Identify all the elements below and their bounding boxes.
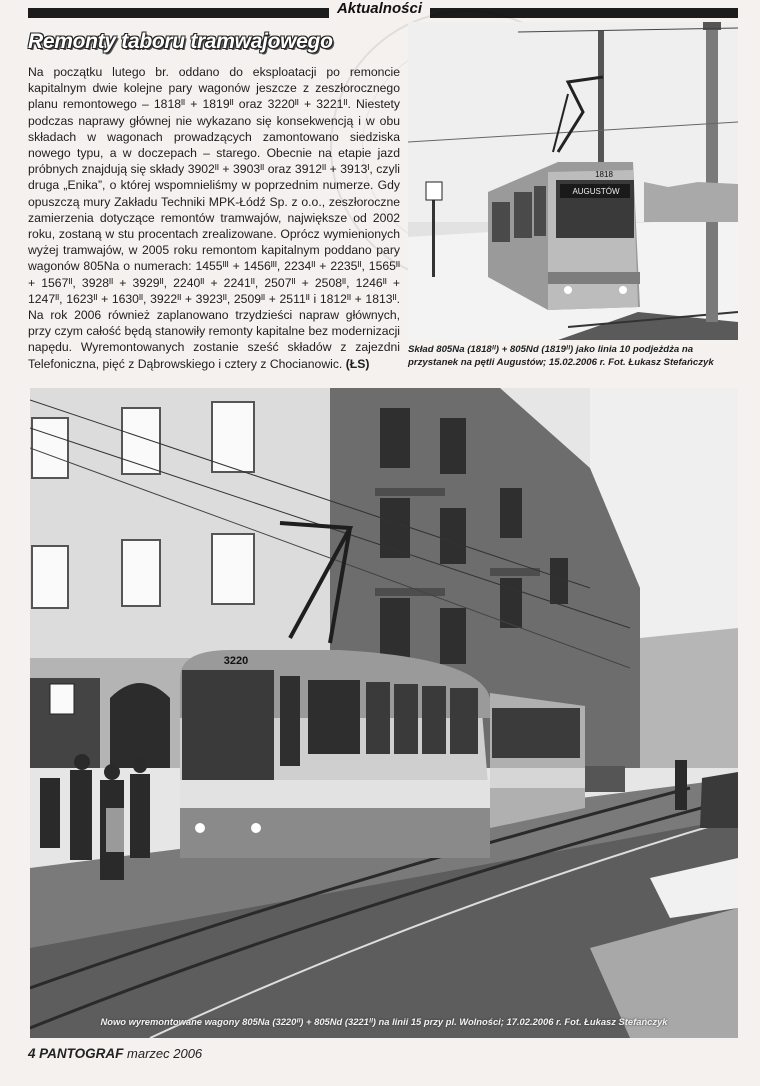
photo-bottom-caption: Nowo wyremontowane wagony 805Na (3220ᴵᴵ) + 805Nd (3221ᴵᴵ) na linii 15 przy pl. Wolności; 17.02.2006 r. Fot. Łukasz Stefańczyk <box>100 1016 668 1027</box>
photo-tram-pl-wolnosci <box>30 388 738 1038</box>
photo-top-caption: Skład 805Na (1818ᴵᴵ) + 805Nd (1819ᴵᴵ) jako linia 10 podjeżdża na przystanek na pętli Augustów; 15.02.2006 r. Fot. Łukasz Stefańczyk <box>408 344 714 368</box>
article-title: Remonty taboru tramwajowego <box>28 30 333 53</box>
article-text: Na początku lutego br. oddano do eksploatacji po remoncie kapitalnym dwie kolejne pary wagonów jeszcze z zeszłorocznego planu remontowego – 1818ᴵᴵ + 1819ᴵᴵ oraz 3220ᴵᴵ + 3221ᴵᴵ. Niestety podczas naprawy głównej nie wykazano się konsekwencją i w obu składach w wagonach prowadzących zamontowano siedziska nowego typu, a w doczepach – starego. Obecnie na etapie jazd próbnych znajdują się składy 3902ᴵᴵ + 3903ᴵᴵ oraz 3912ᴵᴵ + 3913ᴵ, czyli druga „Enika”, o której wspomnieliśmy w poprzednim numerze. Gdy opuszczą mury Zakładu Techniki MPK-Łódź Sp. z o.o., zeszłoroczne zamierzenia dotyczące remontów tramwajów, największe od 2002 roku, zostaną w stu procentach zrealizowane. Oprócz wymienionych wyżej tramwajów, w 2005 roku remontom kapitalnym poddano pary wagonów 805Na o numerach: 1455ᴵᴵᴵ + 1456ᴵᴵᴵ, 2234ᴵᴵ + 2235ᴵᴵ, 1565ᴵᴵ + 1567ᴵᴵ, 3928ᴵᴵ + 3929ᴵᴵ, 2240ᴵᴵ + 2241ᴵᴵ, 2507ᴵᴵ + 2508ᴵᴵ, 1246ᴵᴵ + 1247ᴵᴵ, 1623ᴵᴵ + 1630ᴵᴵ, 3922ᴵᴵ + 3923ᴵᴵ, 2509ᴵᴵ + 2511ᴵᴵ i 1812ᴵᴵ + 1813ᴵᴵ. Na rok 2006 również zaplanowano trzydzieści napraw głównych, przy czym całość będą stanowiły remonty kapitalne bez modernizacji napędu. Wyremontowanych zostanie sześć składów z zajezdni Telefoniczna, pięć z Dąbrowskiego i cztery z Chocianowic. <box>28 65 400 371</box>
magazine-name: PANTOGRAF <box>39 1046 124 1061</box>
page-number: 4 <box>28 1046 36 1061</box>
issue-date: marzec 2006 <box>127 1046 203 1061</box>
tram-destination: AUGUSTÓW <box>572 187 620 196</box>
section-label: Aktualności <box>329 0 430 18</box>
article-body <box>28 64 400 372</box>
tram-number-bottom: 3220 <box>223 655 249 667</box>
page-footer <box>28 1046 202 1061</box>
tram-number-top: 1818 <box>595 170 613 179</box>
article-signature: (ŁS) <box>345 356 370 371</box>
photo-tram-augustow <box>408 22 738 340</box>
